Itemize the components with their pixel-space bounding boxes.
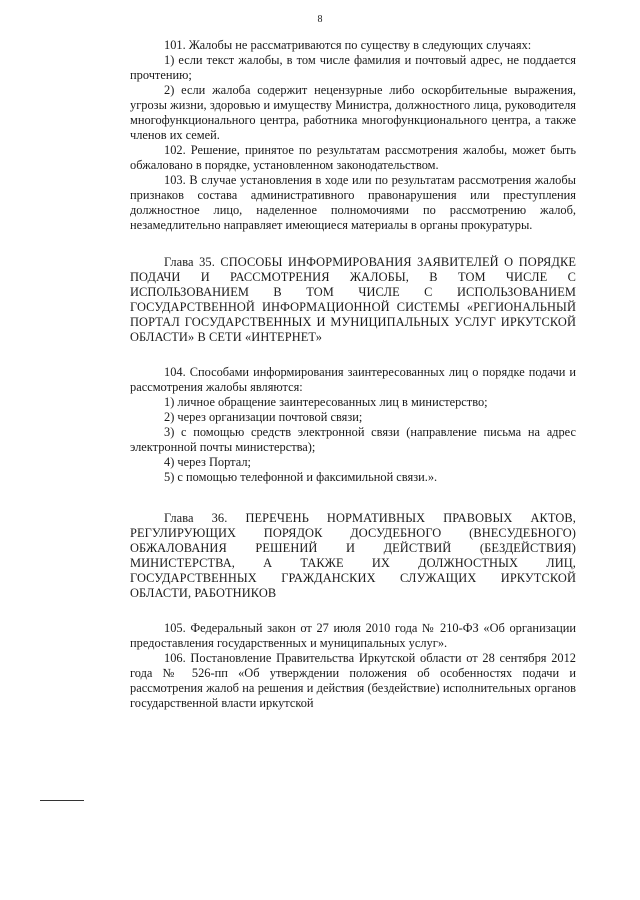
paragraph-104-item-4: 4) через Портал; [164,455,251,469]
spacer [130,345,576,365]
paragraph-103: 103. В случае установления в ходе или по результатам рассмотрения жалобы признаков состава административного правонарушения или преступления должностное лицо, наделенное полномочиями по рассмотрению жалоб, незамедлительно направляет имеющиеся материалы в органы прокуратуры. [130,173,576,232]
spacer [130,233,576,255]
chapter-35-heading: Глава 35. СПОСОБЫ ИНФОРМИРОВАНИЯ ЗАЯВИТЕЛЕЙ О ПОРЯДКЕ ПОДАЧИ И РАССМОТРЕНИЯ ЖАЛОБЫ, В ТОМ ЧИСЛЕ С ИСПОЛЬЗОВАНИЕМ В ТОМ ЧИСЛЕ С ИСПОЛЬЗОВАНИЕМ ГОСУДАРСТВЕННОЙ ИНФОРМАЦИОННОЙ СИСТЕМЫ «РЕГИОНАЛЬНЫЙ ПОРТАЛ ГОСУДАРСТВЕННЫХ И МУНИЦИПАЛЬНЫХ УСЛУГ ИРКУТСКОЙ ОБЛАСТИ» В СЕТИ «ИНТЕРНЕТ» [130,255,576,344]
paragraph-105: 105. Федеральный закон от 27 июля 2010 года № 210-ФЗ «Об организации предоставления государственных и муниципальных услуг». [130,621,576,650]
page-number: 8 [317,14,323,25]
chapter-36-heading: Глава 36. ПЕРЕЧЕНЬ НОРМАТИВНЫХ ПРАВОВЫХ АКТОВ, РЕГУЛИРУЮЩИХ ПОРЯДОК ДОСУДЕБНОГО (ВНЕСУДЕБНОГО) ОБЖАЛОВАНИЯ РЕШЕНИЙ И ДЕЙСТВИЙ (БЕЗДЕЙСТВИЯ) МИНИСТЕРСТВА, А ТАКЖЕ ИХ ДОЛЖНОСТНЫХ ЛИЦ, ГОСУДАРСТВЕННЫХ ГРАЖДАНСКИХ СЛУЖАЩИХ ИРКУТСКОЙ ОБЛАСТИ, РАБОТНИКОВ [130,511,576,600]
paragraph-104-item-1: 1) личное обращение заинтересованных лиц в министерство; [164,395,488,409]
paragraph-101-item-2: 2) если жалоба содержит нецензурные либо оскорбительные выражения, угрозы жизни, здоровью и имуществу Министра, должностного лица, руководителя многофункционального центра, работника многофункционального центра, а также членов их семей. [130,83,576,142]
spacer [130,601,576,621]
spacer [130,485,576,507]
paragraph-104-item-2: 2) через организации почтовой связи; [164,410,363,424]
footnote-separator [40,800,84,801]
paragraph-104-item-5: 5) с помощью телефонной и факсимильной связи.». [164,470,438,484]
paragraph-104-item-3: 3) с помощью средств электронной связи (направление письма на адрес электронной почты министерства); [130,425,576,454]
paragraph-102: 102. Решение, принятое по результатам рассмотрения жалобы, может быть обжаловано в порядке, установленном законодательством. [130,143,576,172]
paragraph-101-item-1: 1) если текст жалобы, в том числе фамилия и почтовый адрес, не поддается прочтению; [130,53,576,82]
paragraph-101: 101. Жалобы не рассматриваются по существу в следующих случаях: [164,38,532,52]
paragraph-104: 104. Способами информирования заинтересованных лиц о порядке подачи и рассмотрения жалобы являются: [130,365,576,394]
paragraph-106: 106. Постановление Правительства Иркутской области от 28 сентября 2012 года № 526-пп «Об утверждении положения об особенностях подачи и рассмотрения жалоб на решения и действия (бездействие) исполнительных органов государственной власти иркутской [130,651,576,710]
page-content [130,38,576,711]
